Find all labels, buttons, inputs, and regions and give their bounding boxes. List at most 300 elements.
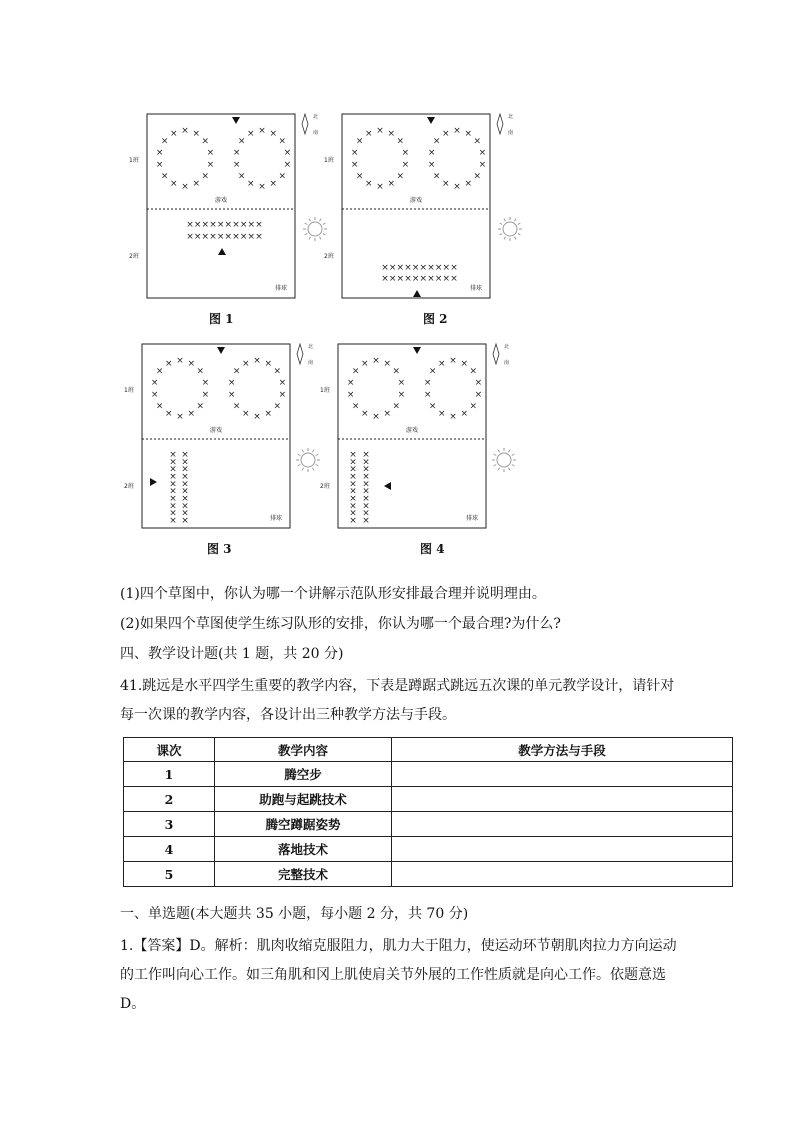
sun-ray: [512, 454, 515, 456]
sun-ray: [313, 450, 315, 453]
student-mark: ×: [201, 377, 210, 388]
student-mark: ×: [478, 147, 487, 158]
student-mark: ×: [349, 472, 357, 482]
sun-ray: [313, 468, 315, 471]
student-mark: ×: [169, 486, 177, 497]
student-mark: ×: [428, 366, 437, 377]
compass-label-south: 南: [308, 360, 314, 366]
student-mark: ×: [186, 220, 194, 230]
compass-label-north: 北: [308, 344, 314, 350]
field-svg: [120, 342, 330, 532]
student-mark: ×: [169, 179, 178, 190]
student-mark: ×: [432, 171, 441, 182]
student-mark: ×: [376, 126, 384, 136]
sun-ray: [518, 234, 521, 236]
student-mark: ×: [349, 450, 357, 460]
compass-icon: [302, 114, 308, 134]
student-mark: ×: [346, 390, 355, 401]
student-mark: ×: [450, 263, 458, 273]
student-mark: ×: [423, 377, 432, 388]
sun-icon: [497, 453, 511, 467]
student-mark: ×: [387, 128, 396, 139]
student-mark: ×: [239, 220, 248, 230]
student-mark: ×: [362, 472, 370, 482]
student-mark: ×: [150, 377, 159, 388]
student-mark: ×: [362, 494, 370, 504]
sun-ray: [515, 237, 517, 240]
student-mark: ×: [269, 179, 278, 190]
student-mark: ×: [404, 263, 412, 273]
sun-ray: [305, 223, 308, 225]
volleyball-label: 排球: [274, 285, 287, 292]
student-mark: ×: [232, 220, 240, 230]
student-mark: ×: [396, 263, 405, 273]
field-svg: [316, 342, 526, 532]
student-mark: ×: [474, 377, 483, 388]
student-mark: ×: [432, 136, 441, 147]
student-mark: ×: [396, 274, 405, 284]
sun-ray: [512, 465, 515, 467]
student-mark: ×: [423, 390, 432, 401]
student-mark: ×: [427, 274, 435, 284]
student-mark: ×: [169, 128, 178, 139]
compass-label-north: 北: [504, 344, 510, 350]
figure-caption: 图 2: [423, 312, 448, 326]
student-mark: ×: [246, 179, 255, 190]
section-heading-1: 一、单选题(本大题共 35 小题，每小题 2 分，共 70 分): [120, 906, 469, 922]
student-mark: ×: [232, 147, 241, 158]
field-border: [338, 344, 486, 528]
student-mark: ×: [364, 179, 373, 190]
cell-lesson-no: 5: [124, 862, 215, 887]
student-mark: ×: [278, 377, 287, 388]
student-mark: ×: [383, 358, 392, 369]
sun-ray: [298, 465, 301, 467]
student-mark: ×: [201, 390, 210, 401]
table-header-row: [124, 738, 733, 762]
student-mark: ×: [411, 274, 420, 284]
student-mark: ×: [206, 147, 215, 158]
student-mark: ×: [237, 136, 246, 147]
student-mark: ×: [362, 457, 370, 468]
student-mark: ×: [473, 136, 482, 147]
student-mark: ×: [201, 232, 210, 242]
field-diagram-1: [125, 112, 335, 302]
student-mark: ×: [474, 390, 483, 401]
class2-label: 2班: [324, 253, 334, 260]
class2-label: 2班: [129, 253, 139, 260]
cell-lesson-no: 3: [124, 812, 215, 837]
compass-label-north: 北: [508, 114, 514, 120]
sun-ray: [298, 454, 301, 456]
student-mark: ×: [246, 128, 255, 139]
student-mark: ×: [176, 412, 184, 422]
student-mark: ×: [469, 366, 478, 377]
student-mark: ×: [273, 366, 282, 377]
cell-lesson-no: 4: [124, 837, 215, 862]
sun-ray: [305, 234, 308, 236]
student-mark: ×: [428, 401, 437, 412]
field-diagram-3: [120, 342, 330, 532]
sun-ray: [309, 219, 311, 222]
student-mark: ×: [381, 263, 389, 273]
student-mark: ×: [224, 220, 233, 230]
volleyball-label: 排球: [465, 515, 478, 522]
cell-content: 落地技术: [215, 837, 392, 862]
sun-ray: [302, 450, 304, 453]
teacher-triangle: [427, 117, 435, 124]
teacher-triangle: [413, 347, 421, 354]
student-mark: ×: [181, 494, 189, 504]
student-mark: ×: [192, 179, 201, 190]
student-mark: ×: [381, 274, 389, 284]
sun-ray: [504, 219, 506, 222]
student-mark: ×: [187, 409, 196, 420]
sun-ray: [494, 465, 497, 467]
student-mark: ×: [258, 182, 266, 192]
student-mark: ×: [372, 412, 380, 422]
student-mark: ×: [349, 508, 357, 519]
student-mark: ×: [253, 356, 261, 366]
student-mark: ×: [360, 358, 369, 369]
answer-1: 1.【答案】D。解析：肌肉收缩克服阻力，肌力大于阻力，使运动环节朝肌肉拉力方向运动的工作叫向心工作。如三角肌和冈上肌使肩关节外展的工作性质就是向心工作。依题意选D。: [120, 938, 677, 1012]
student-mark: ×: [362, 486, 370, 497]
header-content: 教学内容: [215, 738, 392, 762]
student-mark: ×: [441, 179, 450, 190]
student-mark: ×: [169, 494, 177, 504]
student-mark: ×: [164, 358, 173, 369]
student-mark: ×: [349, 479, 357, 490]
sun-ray: [498, 468, 500, 471]
student-mark: ×: [351, 401, 360, 412]
figure-caption: 图 3: [207, 542, 232, 556]
student-mark: ×: [364, 128, 373, 139]
student-mark: ×: [186, 232, 194, 242]
student-mark: ×: [181, 479, 189, 490]
student-mark: ×: [392, 366, 401, 377]
student-mark: ×: [216, 220, 225, 230]
class1-label: 1班: [320, 387, 330, 394]
field-svg: [320, 112, 530, 302]
field-svg: [125, 112, 335, 302]
student-mark: ×: [247, 232, 256, 242]
student-mark: ×: [362, 479, 370, 490]
sun-ray: [504, 237, 506, 240]
student-mark: ×: [362, 508, 370, 519]
student-mark: ×: [388, 274, 397, 284]
student-mark: ×: [401, 160, 410, 171]
student-mark: ×: [360, 409, 369, 420]
student-mark: ×: [255, 232, 263, 242]
student-mark: ×: [376, 182, 384, 192]
student-mark: ×: [283, 160, 292, 171]
student-mark: ×: [201, 136, 210, 147]
student-mark: ×: [181, 182, 189, 192]
student-mark: ×: [427, 160, 436, 171]
student-mark: ×: [155, 401, 164, 412]
student-mark: ×: [427, 263, 435, 273]
figure-caption: 图 4: [420, 542, 445, 556]
teacher-triangle: [218, 248, 226, 255]
student-mark: ×: [193, 220, 202, 230]
student-mark: ×: [227, 390, 236, 401]
student-mark: ×: [453, 126, 461, 136]
student-mark: ×: [209, 232, 217, 242]
cell-method: [392, 812, 733, 837]
field-diagram-2: [320, 112, 530, 302]
student-mark: ×: [362, 501, 370, 512]
student-mark: ×: [434, 274, 443, 284]
sun-ray: [509, 450, 511, 453]
student-mark: ×: [388, 263, 397, 273]
teacher-triangle: [384, 482, 391, 490]
cell-content: 助跑与起跳技术: [215, 787, 392, 812]
class1-label: 1班: [324, 157, 334, 164]
student-mark: ×: [181, 464, 189, 475]
student-mark: ×: [169, 479, 177, 490]
student-mark: ×: [258, 126, 266, 136]
student-mark: ×: [460, 358, 469, 369]
student-mark: ×: [155, 147, 164, 158]
student-mark: ×: [160, 171, 169, 182]
student-mark: ×: [181, 472, 189, 482]
student-mark: ×: [216, 232, 225, 242]
compass-icon: [297, 344, 303, 364]
student-mark: ×: [473, 171, 482, 182]
sun-ray: [518, 223, 521, 225]
student-mark: ×: [437, 409, 446, 420]
student-mark: ×: [255, 220, 263, 230]
cell-method: [392, 787, 733, 812]
sun-icon: [503, 222, 517, 236]
student-mark: ×: [169, 501, 177, 512]
student-mark: ×: [187, 358, 196, 369]
student-mark: ×: [441, 128, 450, 139]
student-mark: ×: [350, 160, 359, 171]
header-method: 教学方法与手段: [392, 738, 733, 762]
student-mark: ×: [351, 366, 360, 377]
student-mark: ×: [155, 366, 164, 377]
student-mark: ×: [264, 409, 273, 420]
student-mark: ×: [453, 182, 461, 192]
student-mark: ×: [450, 274, 458, 284]
student-mark: ×: [237, 171, 246, 182]
compass-label-south: 南: [504, 360, 510, 366]
sun-ray: [498, 450, 500, 453]
student-mark: ×: [224, 232, 233, 242]
compass-label-south: 南: [313, 130, 319, 136]
student-mark: ×: [232, 401, 241, 412]
student-mark: ×: [387, 179, 396, 190]
student-mark: ×: [201, 171, 210, 182]
student-mark: ×: [349, 501, 357, 512]
student-mark: ×: [169, 464, 177, 475]
sun-ray: [500, 223, 503, 225]
student-mark: ×: [169, 508, 177, 519]
game-label: 游戏: [209, 427, 223, 434]
compass-icon: [493, 344, 499, 364]
student-mark: ×: [397, 377, 406, 388]
student-mark: ×: [464, 179, 473, 190]
student-mark: ×: [264, 358, 273, 369]
question-41: 41.跳远是水平四学生重要的教学内容，下表是蹲踞式跳远五次课的单元教学设计，请针对每一次课的教学内容，各设计出三种教学方法与手段。: [120, 678, 675, 723]
student-mark: ×: [209, 220, 217, 230]
student-mark: ×: [283, 147, 292, 158]
student-mark: ×: [442, 274, 451, 284]
cell-lesson-no: 2: [124, 787, 215, 812]
student-mark: ×: [411, 263, 420, 273]
class2-label: 2班: [124, 483, 134, 490]
class1-label: 1班: [124, 387, 134, 394]
teacher-triangle: [217, 347, 225, 354]
student-mark: ×: [273, 401, 282, 412]
student-mark: ×: [419, 263, 428, 273]
teacher-triangle: [232, 117, 240, 124]
field-diagram-4: [316, 342, 526, 532]
student-mark: ×: [362, 516, 370, 526]
student-mark: ×: [392, 401, 401, 412]
student-mark: ×: [239, 232, 248, 242]
table-row: [124, 762, 733, 787]
student-mark: ×: [181, 457, 189, 468]
student-mark: ×: [355, 136, 364, 147]
figure-caption: 图 1: [209, 312, 234, 326]
class1-label: 1班: [129, 157, 139, 164]
sun-icon: [301, 453, 315, 467]
student-mark: ×: [206, 160, 215, 171]
student-mark: ×: [349, 486, 357, 497]
student-mark: ×: [372, 356, 380, 366]
cell-lesson-no: 1: [124, 762, 215, 787]
cell-content: 腾空步: [215, 762, 392, 787]
cell-content: 完整技术: [215, 862, 392, 887]
student-mark: ×: [253, 412, 261, 422]
student-mark: ×: [169, 457, 177, 468]
student-mark: ×: [362, 450, 370, 460]
student-mark: ×: [160, 136, 169, 147]
student-mark: ×: [396, 136, 405, 147]
field-border: [147, 114, 295, 298]
compass-label-south: 南: [508, 130, 514, 136]
student-mark: ×: [164, 409, 173, 420]
student-mark: ×: [192, 128, 201, 139]
student-mark: ×: [383, 409, 392, 420]
teacher-triangle: [150, 478, 157, 486]
student-mark: ×: [176, 356, 184, 366]
student-mark: ×: [278, 390, 287, 401]
student-mark: ×: [404, 274, 412, 284]
student-mark: ×: [349, 494, 357, 504]
student-mark: ×: [278, 171, 287, 182]
student-mark: ×: [469, 401, 478, 412]
student-mark: ×: [396, 171, 405, 182]
student-mark: ×: [181, 508, 189, 519]
student-mark: ×: [193, 232, 202, 242]
student-mark: ×: [464, 128, 473, 139]
cell-method: [392, 862, 733, 887]
student-mark: ×: [150, 390, 159, 401]
student-mark: ×: [442, 263, 451, 273]
student-mark: ×: [427, 147, 436, 158]
student-mark: ×: [397, 390, 406, 401]
game-label: 游戏: [405, 427, 419, 434]
table-row: [124, 812, 733, 837]
table-row: [124, 837, 733, 862]
student-mark: ×: [346, 377, 355, 388]
cell-method: [392, 837, 733, 862]
student-mark: ×: [349, 516, 357, 526]
student-mark: ×: [181, 501, 189, 512]
header-lesson-no: 课次: [124, 738, 215, 762]
student-mark: ×: [232, 160, 241, 171]
table-row: [124, 787, 733, 812]
student-mark: ×: [350, 147, 359, 158]
sun-ray: [302, 468, 304, 471]
game-label: 游戏: [409, 197, 423, 204]
student-mark: ×: [169, 472, 177, 482]
cell-method: [392, 762, 733, 787]
cell-content: 腾空蹲踞姿势: [215, 812, 392, 837]
student-mark: ×: [278, 136, 287, 147]
question-1: (1)四个草图中，你认为哪一个讲解示范队形安排最合理并说明理由。: [120, 586, 546, 602]
student-mark: ×: [478, 160, 487, 171]
student-mark: ×: [227, 377, 236, 388]
student-mark: ×: [460, 409, 469, 420]
student-mark: ×: [201, 220, 210, 230]
field-border: [142, 344, 290, 528]
sun-ray: [509, 468, 511, 471]
lesson-table: [123, 737, 733, 887]
student-mark: ×: [232, 366, 241, 377]
compass-label-north: 北: [313, 114, 319, 120]
question-2: (2)如果四个草图使学生练习队形的安排，你认为哪一个最合理?为什么?: [120, 616, 561, 632]
section-heading-4: 四、教学设计题(共 1 题，共 20 分): [120, 646, 344, 662]
student-mark: ×: [196, 366, 205, 377]
sun-ray: [500, 234, 503, 236]
student-mark: ×: [169, 516, 177, 526]
student-mark: ×: [355, 171, 364, 182]
teacher-triangle: [413, 290, 421, 297]
student-mark: ×: [169, 450, 177, 460]
student-mark: ×: [449, 412, 457, 422]
student-mark: ×: [349, 457, 357, 468]
sun-ray: [309, 237, 311, 240]
compass-icon: [497, 114, 503, 134]
class2-label: 2班: [320, 483, 330, 490]
student-mark: ×: [401, 147, 410, 158]
student-mark: ×: [437, 358, 446, 369]
student-mark: ×: [241, 358, 250, 369]
student-mark: ×: [196, 401, 205, 412]
student-mark: ×: [181, 486, 189, 497]
student-mark: ×: [232, 232, 240, 242]
student-mark: ×: [419, 274, 428, 284]
sun-ray: [494, 454, 497, 456]
student-mark: ×: [349, 464, 357, 475]
student-mark: ×: [269, 128, 278, 139]
student-mark: ×: [362, 464, 370, 475]
student-mark: ×: [181, 516, 189, 526]
student-mark: ×: [449, 356, 457, 366]
student-mark: ×: [241, 409, 250, 420]
sun-ray: [515, 219, 517, 222]
student-mark: ×: [247, 220, 256, 230]
table-row: [124, 862, 733, 887]
volleyball-label: 排球: [269, 515, 282, 522]
volleyball-label: 排球: [469, 285, 482, 292]
game-label: 游戏: [214, 197, 228, 204]
student-mark: ×: [181, 126, 189, 136]
